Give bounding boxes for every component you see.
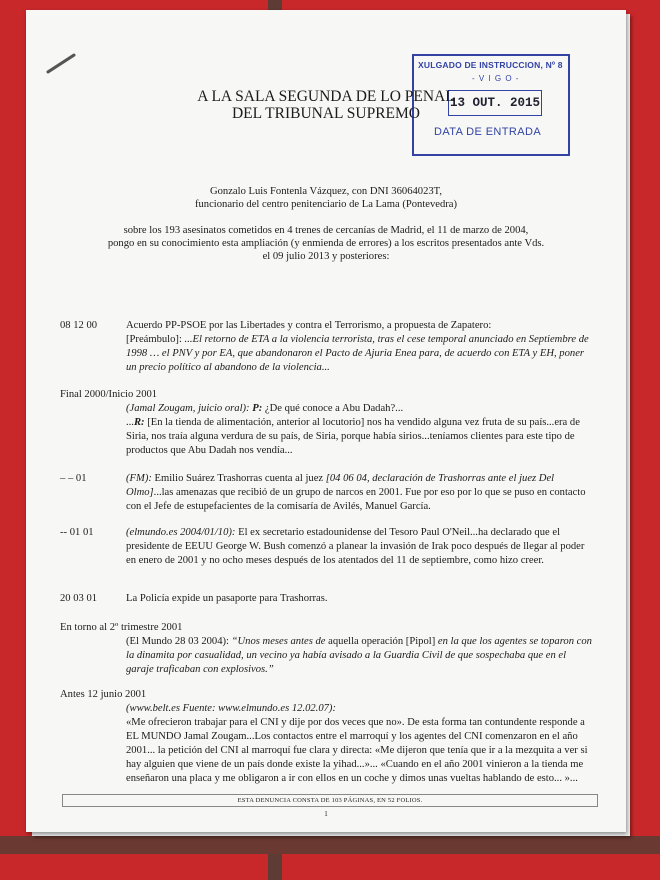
entry-source: (FM): xyxy=(126,473,155,484)
footer-note: ESTA DENUNCIA CONSTA DE 103 PÁGINAS, EN 52 FOLIOS. xyxy=(62,794,598,807)
background-band-bottom xyxy=(0,836,660,854)
title-line-1: A LA SALA SEGUNDA DE LO PENAL xyxy=(197,88,455,105)
page-number: 1 xyxy=(324,810,328,818)
entry-quote: ...El retorno de ETA a la violencia terrorista, tras el cese temporal anunciado en Septiembre de 1998 … el PNV y por EA, que abandonaron el Pacto de Ajuria Enea para, de acuerdo con ETA y EH, poner un precio político al abandono de la violencia... xyxy=(126,334,589,373)
entry-3 xyxy=(60,472,596,514)
entry-date: Antes 12 junio 2001 xyxy=(60,689,147,700)
entry-date: Final 2000/Inicio 2001 xyxy=(60,389,158,400)
stamp-label: DATA DE ENTRADA xyxy=(434,126,542,138)
stamp-date: 13 OUT. 2015 xyxy=(448,90,542,116)
title-line-2: DEL TRIBUNAL SUPREMO xyxy=(231,105,421,122)
entry-prefix: [Preámbulo]: xyxy=(126,334,185,345)
entry-bracket: [Pipol] xyxy=(403,636,438,647)
author-role: funcionario del centro penitenciario de La Lama (Pontevedra) xyxy=(194,199,458,210)
entry-date: -- 01 01 xyxy=(60,527,94,538)
entry-6 xyxy=(60,621,596,677)
intro-block xyxy=(26,185,626,263)
author-line: Gonzalo Luis Fontenla Vázquez, con DNI 36064023T, xyxy=(209,186,443,197)
entry-text: La Policía expide un pasaporte para Trashorras. xyxy=(126,593,328,604)
entry-reference: [04 06 04, declaración de Trashorras ante el juez Del Olmo] xyxy=(126,473,555,498)
entry-source: (elmundo.es 2004/01/10): xyxy=(126,527,239,538)
entry-quote-plain: aquella operación xyxy=(328,636,404,647)
entry-quote-cont: en la que los agentes se toparon con la dinamita por casualidad, un vecino ya había avisado a la Guardia Civil de que sospechaba que en el garaje traficaban con explosivos.” xyxy=(126,636,592,675)
entry-date: – – 01 xyxy=(60,473,87,484)
entry-text: Emilio Suárez Trashorras cuenta al juez xyxy=(154,473,326,484)
entry-source: (www.belt.es Fuente: www.elmundo.es 12.02.07): xyxy=(126,703,336,714)
entry-4 xyxy=(60,526,596,568)
staple-mark xyxy=(46,53,76,74)
answer-prefix: ... xyxy=(126,417,134,428)
entry-5 xyxy=(60,592,596,606)
answer-text: [En la tienda de alimentación, anterior al locutorio] nos ha vendido alguna vez fruta de su país...era de Siria, nos traía alguna verdura de su país, de Siria, porque había sirios...teníamos clientes para este tipo de productos que Abu Dadah nos vendía... xyxy=(126,417,580,456)
entry-quote: “Unos meses antes de xyxy=(231,636,329,647)
entry-date: En torno al 2º trimestre 2001 xyxy=(60,622,183,633)
entry-text: «Me ofrecieron trabajar para el CNI y dije por dos veces que no». De esta forma tan contundente responde a EL MUNDO Jamal Zougam...Los contactos entre el marroquí y los agentes del CNI comenzaron en el año 2001... la petición del CNI al marroquí fue clara y directa: «Me dijeron que tenía que ir a la mezquita a ver si hay alguien que viene de un país donde existe la yihad...»... «Cuando en el año 2001 vinieron a la tienda me enseñaron una placa y me obligaron a ir con ellos en un coche y dimos unas vueltas hablando de esto... »... xyxy=(126,717,588,784)
entry-source: (El Mundo 28 03 2004): xyxy=(126,636,232,647)
question-label: P: xyxy=(252,403,263,414)
entry-date: 20 03 01 xyxy=(60,593,98,604)
stamp-court: XULGADO DE INSTRUCCION, Nº 8 xyxy=(418,60,563,70)
entry-source: (Jamal Zougam, juicio oral): xyxy=(126,403,253,414)
entry-1 xyxy=(60,319,596,375)
entry-7 xyxy=(60,688,596,786)
entry-text xyxy=(126,319,596,375)
intro-line-3: sobre los 193 asesinatos cometidos en 4 trenes de cercanías de Madrid, el 11 de marzo de 2004, xyxy=(123,225,529,236)
entry-text-cont: ...las amenazas que recibió de un grupo de narcos en 2001. Fue por eso por lo que se puso en contacto con el Jefe de estupefacientes de la comisaría de Avilés, Manuel García. xyxy=(126,487,586,512)
entry-2 xyxy=(60,388,596,458)
entry-text: El ex secretario estadounidense del Tesoro Paul O'Neil...ha declarado que el presidente de EEUU George W. Bush comenzó a planear la invasión de Irak poco después de llegar al poder en enero de 2001 y no ocho meses después de los atentados del 11 de septiembre, como hizo creer. xyxy=(126,527,585,566)
document-title xyxy=(26,88,626,122)
document-page xyxy=(26,10,626,832)
intro-line-5: el 09 julio 2013 y posteriores: xyxy=(262,251,390,262)
question-text: ¿De qué conoce a Abu Dadah?... xyxy=(262,403,404,414)
entry-date: 08 12 00 xyxy=(60,320,98,331)
answer-label: R: xyxy=(133,417,145,428)
stamp-city: - V I G O - xyxy=(472,74,520,83)
entry-line: Acuerdo PP-PSOE por las Libertades y contra el Terrorismo, a propuesta de Zapatero: xyxy=(126,320,492,331)
intro-line-4: pongo en su conocimiento esta ampliación (y enmienda de errores) a los escritos presentados ante Vds. xyxy=(107,238,545,249)
